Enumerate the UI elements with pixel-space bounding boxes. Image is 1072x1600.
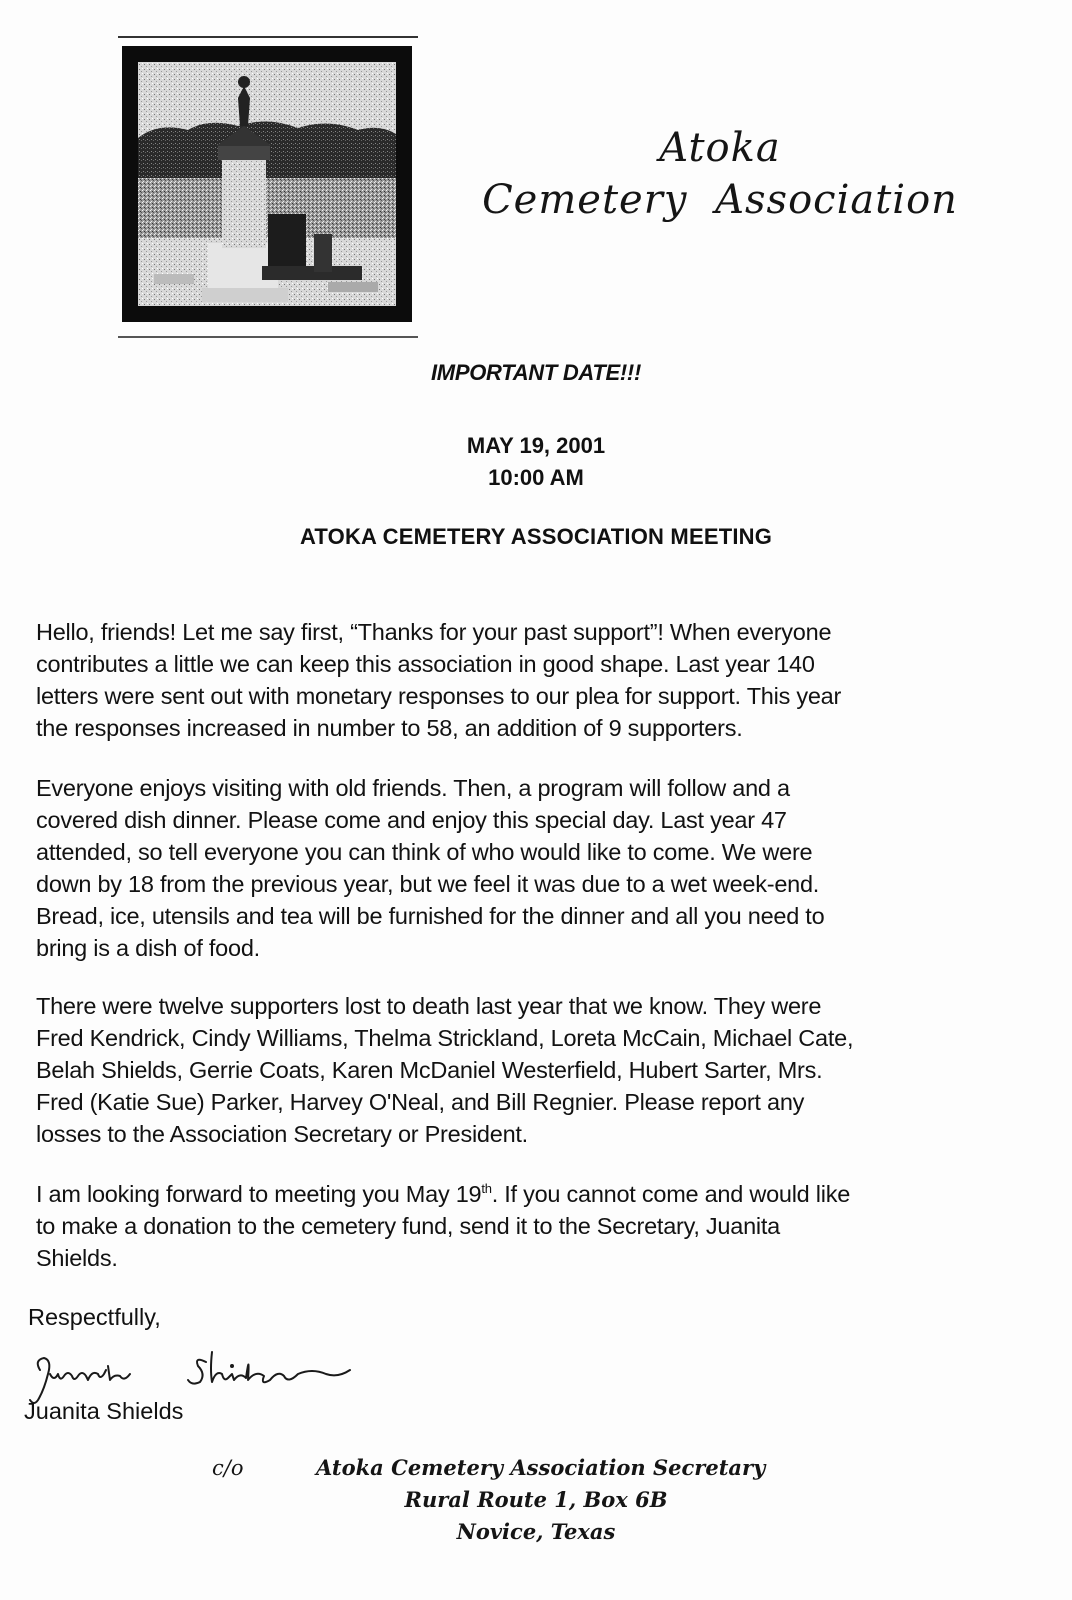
paragraph-donation bbox=[36, 1178, 1026, 1274]
text-line: Everyone enjoys visiting with old friends. Then, a program will follow and a bbox=[36, 775, 790, 801]
address-line-1: Atoka Cemetery Association Secretary bbox=[316, 1455, 766, 1480]
text-line: letters were sent out with monetary responses to our plea for support. This year bbox=[36, 683, 842, 709]
address-line-2: Rural Route 1, Box 6B bbox=[404, 1487, 668, 1512]
signer-name: Juanita Shields bbox=[24, 1398, 184, 1424]
ordinal-suffix: th bbox=[481, 1181, 492, 1197]
paragraph-support bbox=[36, 616, 1026, 744]
paragraph-program bbox=[36, 772, 1026, 964]
text-line: down by 18 from the previous year, but we feel it was due to a wet week-end. bbox=[36, 871, 820, 897]
care-of-label: c/o bbox=[212, 1456, 244, 1480]
org-name-line1: Atoka bbox=[659, 125, 781, 171]
organization-title bbox=[440, 122, 1000, 226]
text-line: to make a donation to the cemetery fund, send it to the Secretary, Juanita bbox=[36, 1213, 780, 1239]
text-line: Fred Kendrick, Cindy Williams, Thelma Strickland, Loreta McCain, Michael Cate, bbox=[36, 1025, 854, 1051]
text-line: losses to the Association Secretary or President. bbox=[36, 1121, 528, 1147]
monument-photo-icon bbox=[118, 36, 418, 338]
meeting-datetime bbox=[0, 430, 1072, 494]
important-heading: IMPORTANT DATE!!! bbox=[431, 360, 641, 385]
text-line: Hello, friends! Let me say first, “Thanks for your past support”! When everyone bbox=[36, 619, 832, 645]
text-line: Shields. bbox=[36, 1245, 118, 1271]
text-line: There were twelve supporters lost to death last year that we know. They were bbox=[36, 993, 822, 1019]
text-line: contributes a little we can keep this association in good shape. Last year 140 bbox=[36, 651, 815, 677]
text-line: Fred (Katie Sue) Parker, Harvey O'Neal, and Bill Regnier. Please report any bbox=[36, 1089, 805, 1115]
text-segment: I am looking forward to meeting you May 19 bbox=[36, 1181, 482, 1207]
text-line: bring is a dish of food. bbox=[36, 935, 260, 961]
text-line: covered dish dinner. Please come and enjoy this special day. Last year 47 bbox=[36, 807, 787, 833]
meeting-date: MAY 19, 2001 bbox=[466, 433, 606, 458]
text-line: Bread, ice, utensils and tea will be furnished for the dinner and all you need to bbox=[36, 903, 825, 929]
meeting-title: ATOKA CEMETERY ASSOCIATION MEETING bbox=[299, 524, 773, 549]
text-line: attended, so tell everyone you can think of who would like to come. We were bbox=[36, 839, 813, 865]
text-segment: . If you cannot come and would like bbox=[491, 1181, 851, 1207]
closing-salutation: Respectfully, bbox=[28, 1304, 161, 1330]
text-line bbox=[36, 1178, 1026, 1210]
paragraph-memorial bbox=[36, 990, 1026, 1150]
text-line: the responses increased in number to 58, an addition of 9 supporters. bbox=[36, 715, 743, 741]
org-name-line2: Cemetery Association bbox=[482, 177, 958, 223]
meeting-time: 10:00 AM bbox=[488, 465, 584, 490]
text-line: Belah Shields, Gerrie Coats, Karen McDaniel Westerfield, Hubert Sarter, Mrs. bbox=[36, 1057, 823, 1083]
address-line-3: Novice, Texas bbox=[456, 1519, 616, 1544]
